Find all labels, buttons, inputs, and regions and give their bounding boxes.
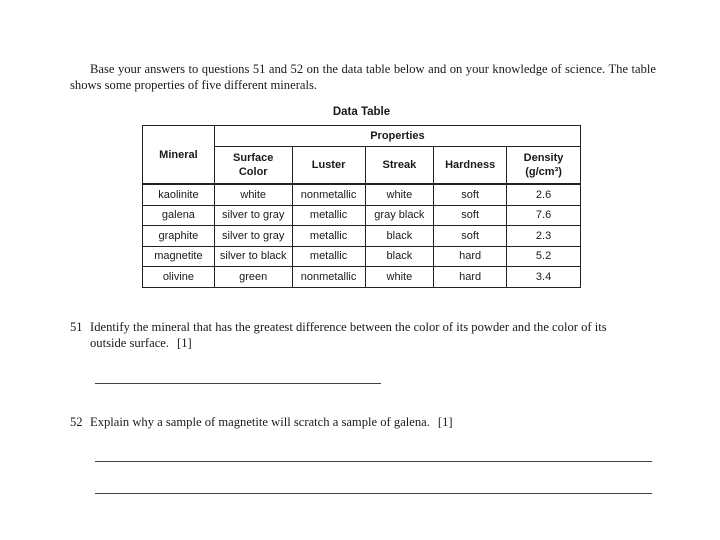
- table-row: [143, 205, 581, 226]
- table-cell: silver to gray: [214, 226, 292, 247]
- question-number: 51: [70, 320, 83, 334]
- data-table: [142, 125, 581, 288]
- surface-color-header: [214, 147, 292, 185]
- properties-header: Properties: [214, 126, 580, 147]
- table-cell: gray black: [365, 205, 434, 226]
- question-number: 52: [70, 415, 83, 429]
- table-row: [143, 226, 581, 247]
- question-51-line1: [70, 319, 656, 335]
- table-cell: green: [214, 267, 292, 288]
- intro-paragraph: Base your answers to questions 51 and 52 on the data table below and on your knowledge of science. The table shows some properties of five different minerals.: [70, 62, 656, 92]
- table-cell: black: [365, 246, 434, 267]
- hardness-header: Hardness: [434, 147, 507, 185]
- table-cell: nonmetallic: [292, 267, 365, 288]
- table-cell: 3.4: [507, 267, 581, 288]
- table-cell: soft: [434, 205, 507, 226]
- table-cell: 7.6: [507, 205, 581, 226]
- question-52: [70, 414, 656, 430]
- table-cell: metallic: [292, 246, 365, 267]
- streak-header: Streak: [365, 147, 434, 185]
- credit-mark: [1]: [437, 415, 453, 429]
- table-row: [143, 246, 581, 267]
- question-52-text: Explain why a sample of magnetite will scratch a sample of galena.: [90, 415, 430, 429]
- table-cell: galena: [143, 205, 215, 226]
- table-cell: hard: [434, 267, 507, 288]
- question-51-line2: [70, 335, 656, 351]
- table-row: [143, 184, 581, 205]
- table-cell: graphite: [143, 226, 215, 247]
- luster-header: Luster: [292, 147, 365, 185]
- answer-line-52a[interactable]: [95, 461, 652, 462]
- table-cell: black: [365, 226, 434, 247]
- table-row: [143, 267, 581, 288]
- table-cell: 2.6: [507, 184, 581, 205]
- answer-line-52b[interactable]: [95, 493, 652, 494]
- table-cell: soft: [434, 226, 507, 247]
- table-cell: metallic: [292, 205, 365, 226]
- table-cell: hard: [434, 246, 507, 267]
- table-title: Data Table: [332, 106, 391, 118]
- density-header: [507, 147, 581, 185]
- table-cell: white: [214, 184, 292, 205]
- question-51-text-cont: outside surface.: [90, 336, 170, 350]
- density-header-text: Density (g/cm³): [523, 152, 564, 178]
- answer-line-51[interactable]: [95, 383, 381, 384]
- table-cell: silver to black: [214, 246, 292, 267]
- surface-color-header-text: Surface Color: [233, 152, 274, 178]
- table-cell: nonmetallic: [292, 184, 365, 205]
- table-cell: kaolinite: [143, 184, 215, 205]
- table-cell: white: [365, 184, 434, 205]
- mineral-header: Mineral: [143, 126, 215, 185]
- table-cell: silver to gray: [214, 205, 292, 226]
- table-cell: metallic: [292, 226, 365, 247]
- question-51-text: Identify the mineral that has the greatest difference between the color of its powder and the color of its: [90, 320, 607, 334]
- credit-mark: [1]: [177, 336, 192, 350]
- table-cell: olivine: [143, 267, 215, 288]
- table-cell: 2.3: [507, 226, 581, 247]
- table-cell: white: [365, 267, 434, 288]
- table-cell: soft: [434, 184, 507, 205]
- table-cell: magnetite: [143, 246, 215, 267]
- question-51: [70, 319, 656, 351]
- table-cell: 5.2: [507, 246, 581, 267]
